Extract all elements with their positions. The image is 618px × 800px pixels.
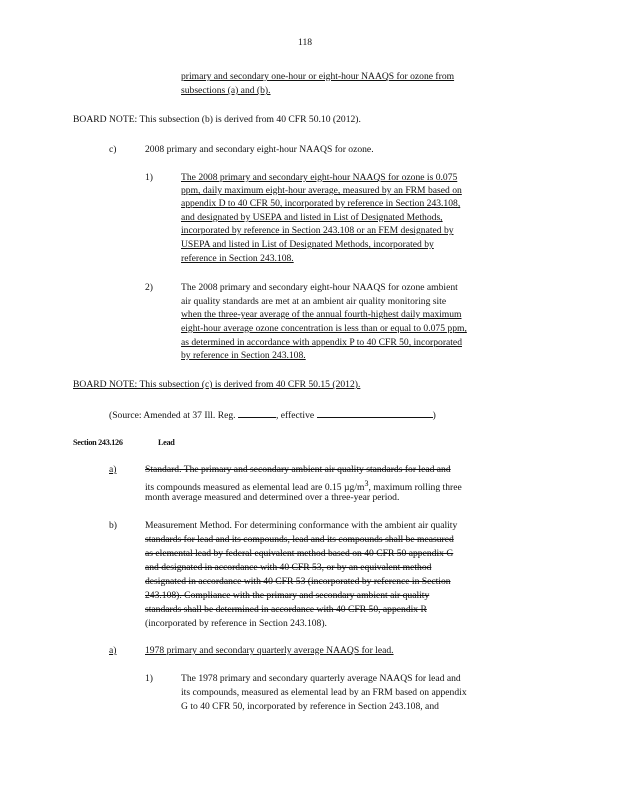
a1-line: its compounds, measured as elemental lead by an FRM based on appendix <box>181 687 467 698</box>
item-b-label: b) <box>109 520 117 531</box>
source-line <box>109 407 436 422</box>
c1-line: appendix D to 40 CFR 50, incorporated by reference in Section 243.108, <box>181 198 461 209</box>
c2-line-6: by reference in Section 243.108. <box>181 350 306 361</box>
board-note-2: BOARD NOTE: This subsection (c) is derived from 40 CFR 50.15 (2012). <box>73 379 361 390</box>
top-block-line-2: subsections (a) and (b). <box>181 85 271 96</box>
a1-number: 1) <box>145 673 153 684</box>
a1-line: The 1978 primary and secondary quarterly average NAAQS for lead and <box>181 673 461 684</box>
c2-line-3: when the three-year average of the annual fourth-highest daily maximum <box>181 309 462 320</box>
section-title: Lead <box>158 438 175 447</box>
section-number: Section 243.126 <box>73 438 123 447</box>
item-b-struck-line: and designated in accordance with 40 CFR 53, or by an equivalent method <box>145 562 432 573</box>
item-b-line-1: Measurement Method. For determining conformance with the ambient air quality <box>145 520 458 531</box>
c2-number: 2) <box>145 282 153 293</box>
reg-blank <box>238 407 276 418</box>
item-a-old-line-2a: its compounds measured as elemental lead are 0.15 µg/m <box>145 482 365 494</box>
item-b-struck-line: designated in accordance with 40 CFR 53 (incorporated by reference in Section <box>145 576 451 587</box>
item-c-text: 2008 primary and secondary eight-hour NAAQS for ozone. <box>145 144 374 155</box>
page-number: 118 <box>298 37 313 48</box>
c1-line: reference in Section 243.108. <box>181 253 294 264</box>
c2-line-5: as determined in accordance with appendix P to 40 CFR 50, incorporated <box>181 337 462 348</box>
item-a-new-text: 1978 primary and secondary quarterly average NAAQS for lead. <box>145 645 394 656</box>
effective-date-blank <box>317 407 433 418</box>
item-b-last-line: (incorporated by reference in Section 243.108). <box>145 618 327 629</box>
board-note-1: BOARD NOTE: This subsection (b) is derived from 40 CFR 50.10 (2012). <box>73 114 361 125</box>
a1-line: G to 40 CFR 50, incorporated by reference in Section 243.108, and <box>181 701 439 712</box>
item-a-old-label: a) <box>109 464 117 475</box>
c1-line: and designated by USEPA and listed in List of Designated Methods, <box>181 212 443 223</box>
item-a-old-line-2b: , maximum rolling three <box>368 482 462 494</box>
c1-line: incorporated by reference in Section 243.108 or an FEM designated by <box>181 225 454 236</box>
item-b-struck-line: as elemental lead by federal equivalent method based on 40 CFR 50 appendix G <box>145 548 454 559</box>
c1-line: The 2008 primary and secondary eight-hour NAAQS for ozone is 0.075 <box>181 172 458 183</box>
item-c-label: c) <box>109 144 117 155</box>
source-close: ) <box>432 410 436 421</box>
c1-line: ppm, daily maximum eight-hour average, measured by an FRM based on <box>181 185 462 196</box>
c1-number: 1) <box>145 172 153 183</box>
superscript-3: 3 <box>364 479 369 488</box>
item-b-struck-line: standards for lead and its compounds, lead and its compounds shall be measured <box>145 534 454 545</box>
c1-line: USEPA and listed in List of Designated Methods, incorporated by <box>181 239 434 250</box>
top-block-line-1: primary and secondary one-hour or eight-hour NAAQS for ozone from <box>181 71 455 82</box>
c2-line-4: eight-hour average ozone concentration is less than or equal to 0.075 ppm, <box>181 323 467 334</box>
source-effective: , effective <box>275 410 315 421</box>
c2-line-1: The 2008 primary and secondary eight-hour NAAQS for ozone ambient <box>181 282 458 293</box>
item-a-old-line-3: month average measured and determined over a three-year period. <box>145 492 400 503</box>
c2-line-2: air quality standards are met at an ambient air quality monitoring site <box>181 296 447 307</box>
source-prefix: (Source: Amended at 37 Ill. Reg. <box>109 410 236 421</box>
item-b-struck-line: standards shall be determined in accordance with 40 CFR 50, appendix R <box>145 604 427 615</box>
item-b-struck-line: 243.108). Compliance with the primary and secondary ambient air quality <box>145 590 430 601</box>
item-a-new-label: a) <box>109 645 117 656</box>
item-a-old-struck-line: Standard. The primary and secondary ambient air quality standards for lead and <box>145 464 451 475</box>
